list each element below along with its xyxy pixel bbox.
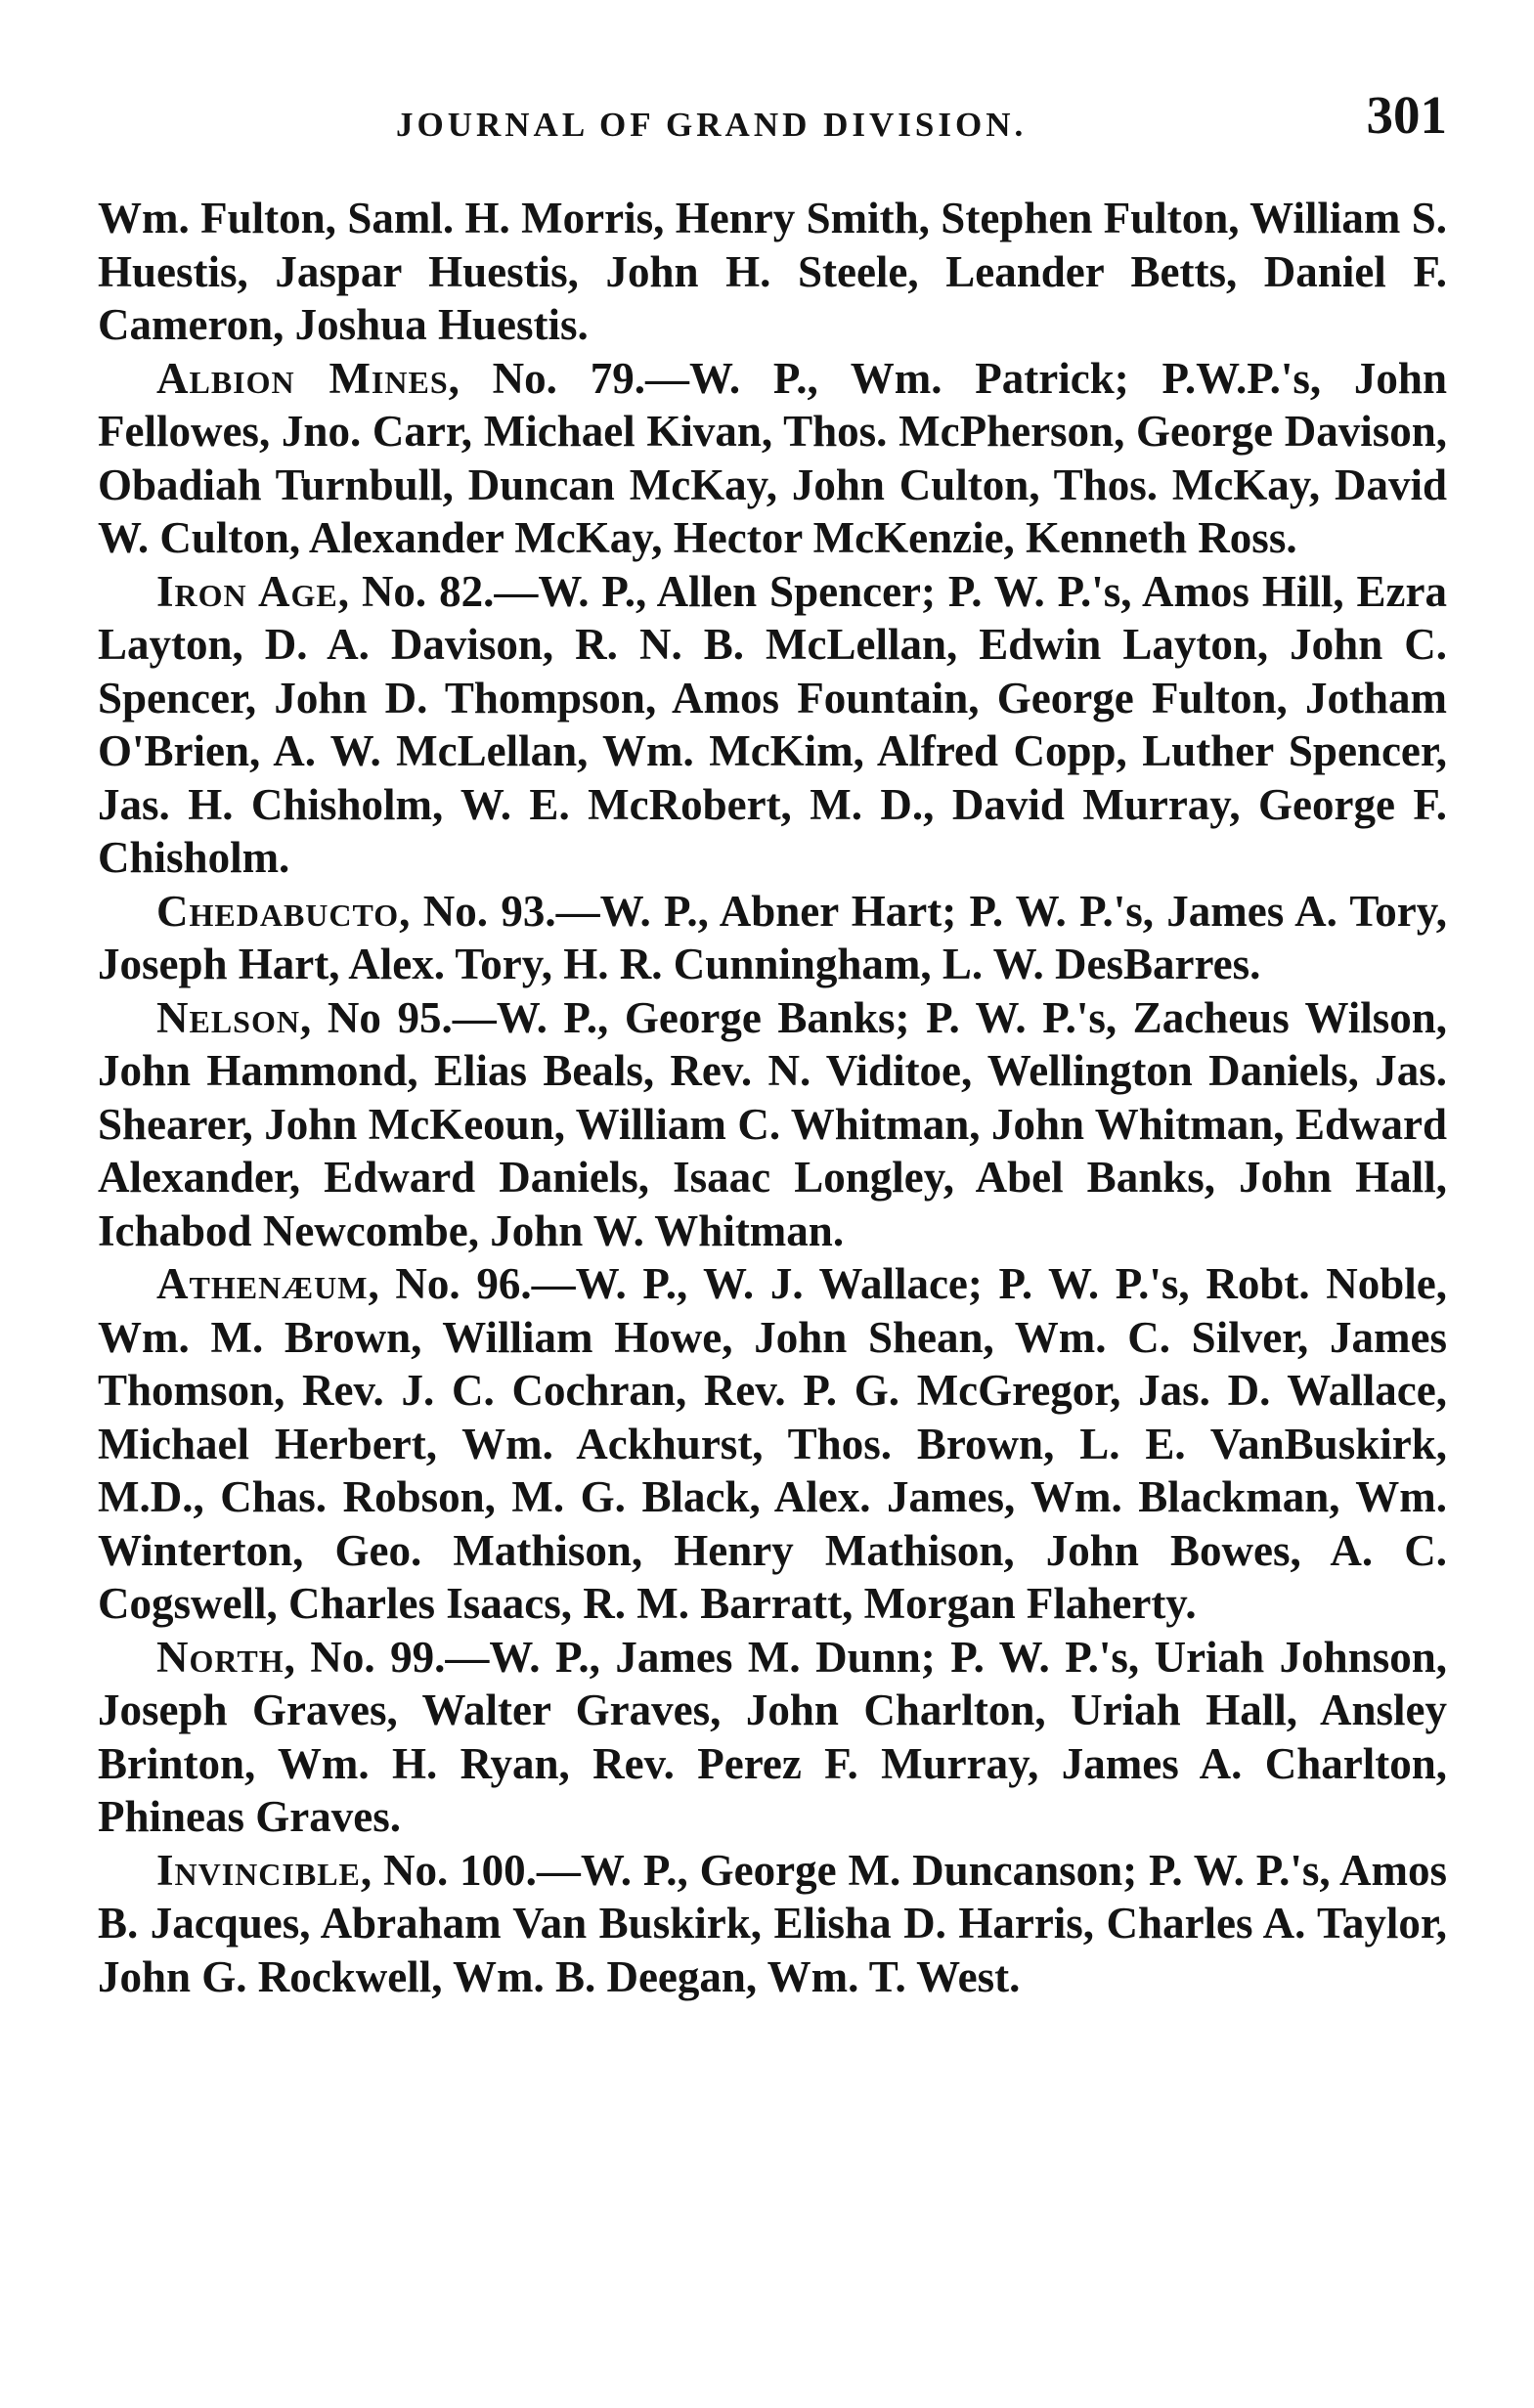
division-name: Albion Mines bbox=[156, 353, 449, 403]
division-name: Invincible bbox=[156, 1845, 361, 1895]
entry-text: , No. 82.—W. P., Allen Spencer; P. W. P.'s, Amos Hill, Ezra Layton, D. A. Davison, R. N. B. McLellan, Edwin Layton, John C. Spencer, John D. Thompson, Amos Fountain, George Fulton, Jotham O'Brien, A. W. McLellan, Wm. McKim, Alfred Copp, Luther Spencer, Jas. H. Chisholm, W. E. McRobert, M. D., David Murray, George F. Chisholm. bbox=[98, 566, 1447, 882]
division-name: Iron Age bbox=[156, 566, 338, 616]
entry-text: , No. 100.—W. P., George M. Duncanson; P. W. P.'s, Amos B. Jacques, Abraham Van Buskirk, Elisha D. Harris, Charles A. Taylor, John G. Rockwell, Wm. B. Deegan, Wm. T. West. bbox=[98, 1845, 1447, 2001]
page-body bbox=[98, 192, 1447, 2003]
entry-text: Wm. Fulton, Saml. H. Morris, Henry Smith, Stephen Fulton, William S. Huestis, Jaspar Huestis, John H. Steele, Leander Betts, Daniel F. Cameron, Joshua Huestis. bbox=[98, 194, 1447, 349]
entry-athenaeum bbox=[98, 1257, 1447, 1631]
entry-text: , No. 93.—W. P., Abner Hart; P. W. P.'s, James A. Tory, Joseph Hart, Alex. Tory, H. R. Cunningham, L. W. DesBarres. bbox=[98, 886, 1447, 988]
entry-nelson bbox=[98, 991, 1447, 1258]
entry-continuation bbox=[98, 192, 1447, 352]
running-title: JOURNAL OF GRAND DIVISION. bbox=[396, 106, 1028, 144]
entry-invincible bbox=[98, 1844, 1447, 2004]
entry-text: , No. 79.—W. P., Wm. Patrick; P.W.P.'s, John Fellowes, Jno. Carr, Michael Kivan, Thos. McPherson, George Davison, Obadiah Turnbull, Duncan McKay, John Culton, Thos. McKay, David W. Culton, Alexander McKay, Hector McKenzie, Kenneth Ross. bbox=[98, 353, 1447, 562]
entry-iron-age bbox=[98, 565, 1447, 885]
page-header bbox=[98, 78, 1447, 156]
entry-chedabucto bbox=[98, 885, 1447, 991]
entry-north bbox=[98, 1631, 1447, 1844]
page-number: 301 bbox=[1366, 85, 1447, 145]
division-name: Nelson bbox=[156, 992, 300, 1042]
division-name: Athenæum bbox=[156, 1259, 369, 1308]
division-name: North bbox=[156, 1632, 285, 1682]
entry-text: , No. 99.—W. P., James M. Dunn; P. W. P.'s, Uriah Johnson, Joseph Graves, Walter Graves, John Charlton, Uriah Hall, Ansley Brinton, Wm. H. Ryan, Rev. Perez F. Murray, James A. Charlton, Phineas Graves. bbox=[98, 1632, 1447, 1841]
division-name: Chedabucto bbox=[156, 886, 400, 936]
entry-text: , No. 96.—W. P., W. J. Wallace; P. W. P.'s, Robt. Noble, Wm. M. Brown, William Howe, John Shean, Wm. C. Silver, James Thomson, Rev. J. C. Cochran, Rev. P. G. McGregor, Jas. D. Wallace, Michael Herbert, Wm. Ackhurst, Thos. Brown, L. E. VanBuskirk, M.D., Chas. Robson, M. G. Black, Alex. James, Wm. Blackman, Wm. Winterton, Geo. Mathison, Henry Mathison, John Bowes, A. C. Cogswell, Charles Isaacs, R. M. Barratt, Morgan Flaherty. bbox=[98, 1259, 1447, 1628]
entry-text: , No 95.—W. P., George Banks; P. W. P.'s, Zacheus Wilson, John Hammond, Elias Beals, Rev. N. Viditoe, Wellington Daniels, Jas. Shearer, John McKeoun, William C. Whitman, John Whitman, Edward Alexander, Edward Daniels, Isaac Longley, Abel Banks, John Hall, Ichabod Newcombe, John W. Whitman. bbox=[98, 992, 1447, 1255]
entry-albion-mines bbox=[98, 352, 1447, 565]
